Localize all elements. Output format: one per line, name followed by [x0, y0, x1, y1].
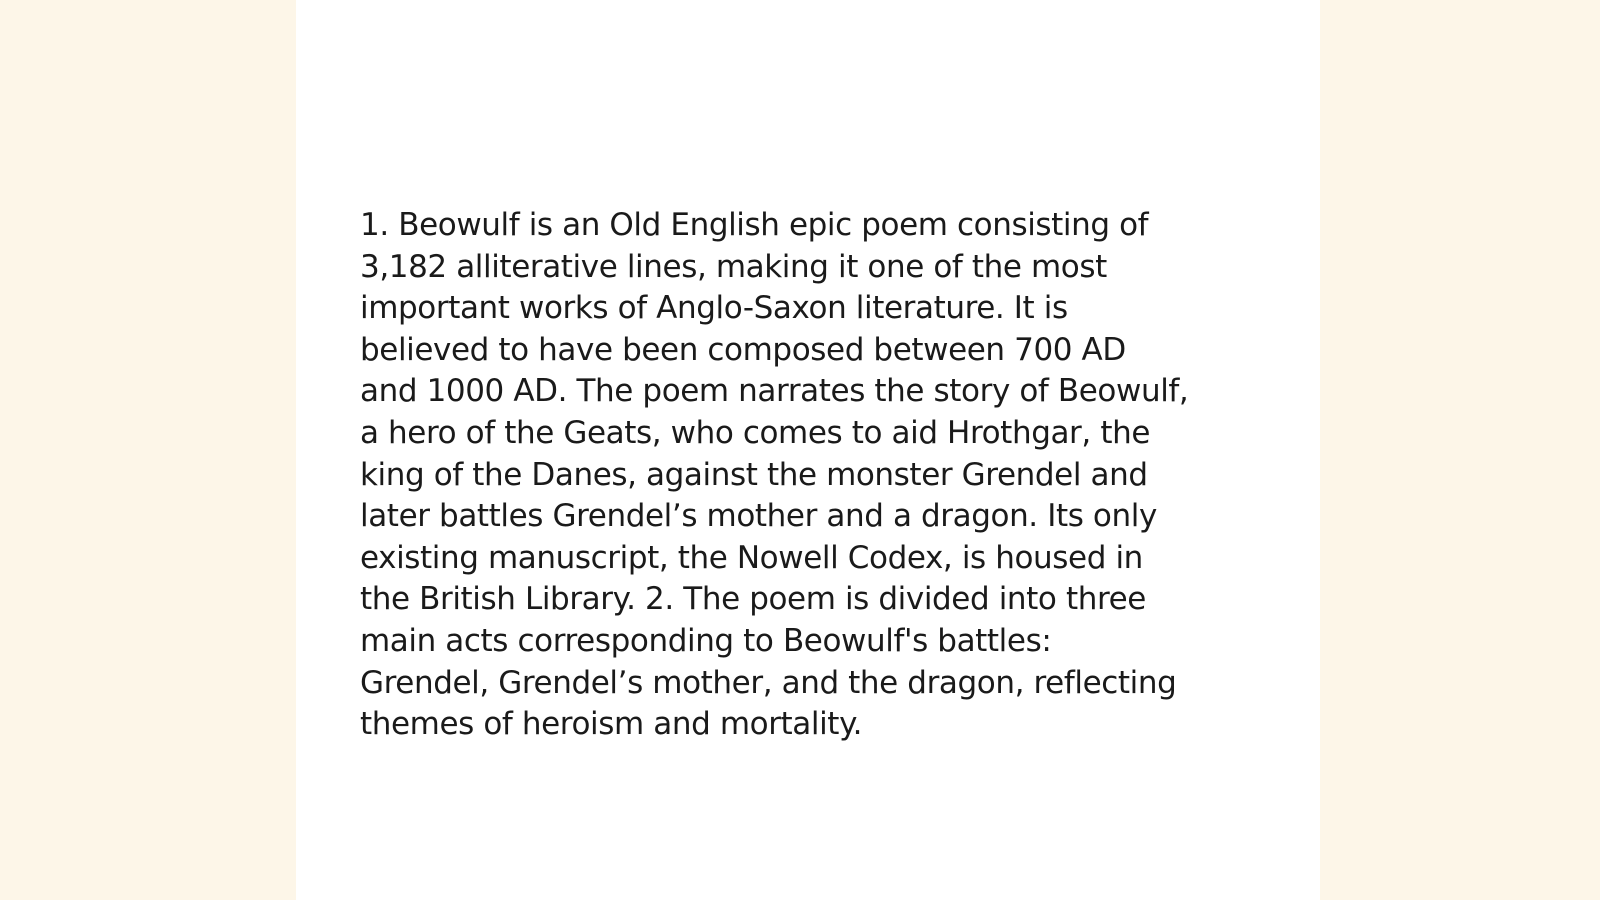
text-line: main acts corresponding to Beowulf's battles: — [360, 622, 1052, 659]
text-line: and 1000 AD. The poem narrates the story of Beowulf, — [360, 373, 1189, 410]
text-line: 1. Beowulf is an Old English epic poem consisting of — [360, 207, 1149, 243]
text-line: Grendel, Grendel’s mother, and the dragon, reflecting — [360, 664, 1177, 701]
text-line: 3,182 alliterative lines, making it one of the most — [360, 248, 1107, 285]
text-line: important works of Anglo-Saxon literature. It is — [360, 290, 1068, 327]
text-line: existing manuscript, the Nowell Codex, is housed in — [360, 539, 1143, 576]
body-paragraph — [360, 205, 1260, 746]
text-line: a hero of the Geats, who comes to aid Hrothgar, the — [360, 414, 1150, 451]
text-line: king of the Danes, against the monster Grendel and — [360, 456, 1148, 493]
document-page — [296, 0, 1320, 900]
text-line: themes of heroism and mortality. — [360, 706, 863, 743]
text-line: believed to have been composed between 700 AD — [360, 331, 1126, 368]
text-line: later battles Grendel’s mother and a dragon. Its only — [360, 498, 1157, 535]
text-line: the British Library. 2. The poem is divided into three — [360, 581, 1146, 618]
